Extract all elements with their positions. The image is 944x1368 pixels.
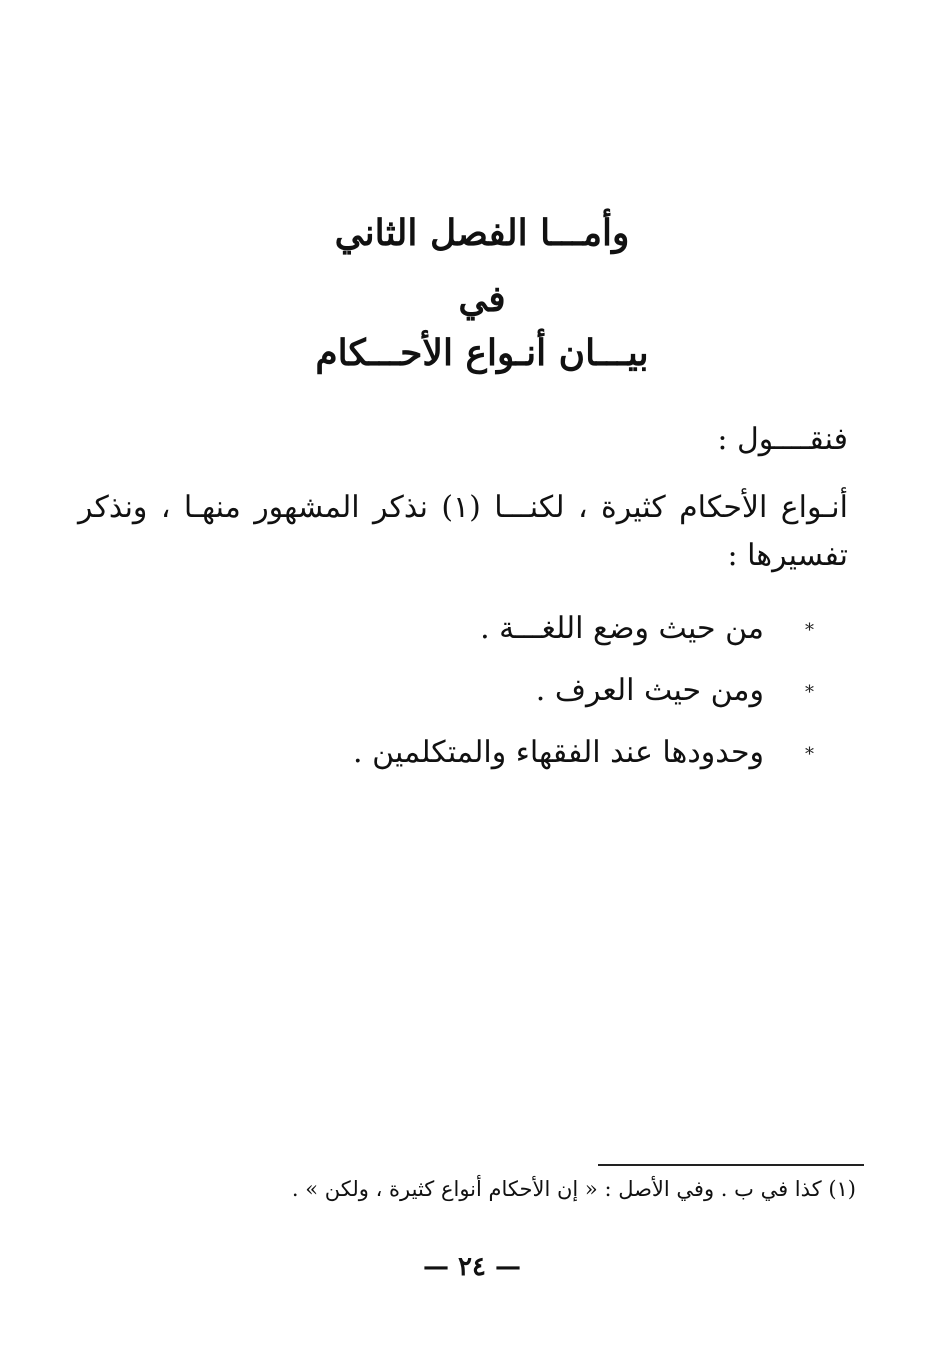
intro-text: فنقــــول : (717, 422, 848, 457)
list-item-text: من حيث وضع اللغـــة . (480, 611, 764, 646)
page-number: — ٢٤ — (422, 1252, 522, 1282)
list-item (353, 598, 814, 660)
bullet-list (353, 598, 814, 784)
list-item (353, 722, 814, 784)
asterisk-icon: * (805, 682, 814, 703)
body-paragraph: أنـواع الأحكام كثيرة ، لكنـــا (١) نذكر المشهور منهـا ، ونذكر تفسيرها : (78, 490, 848, 573)
list-item-text: ومن حيث العرف . (535, 673, 764, 708)
chapter-title-line-1: وأمـــا الفصل الثاني (334, 212, 630, 254)
list-item-text: وحدودها عند الفقهاء والمتكلمين . (353, 735, 764, 770)
asterisk-icon: * (805, 620, 814, 641)
footnote-divider (598, 1164, 864, 1166)
footnote: (١) كذا في ب . وفي الأصل : « إن الأحكام أنواع كثيرة ، ولكن » . (291, 1177, 856, 1201)
chapter-title-line-3: بيـــان أنـواع الأحـــكام (315, 332, 649, 374)
asterisk-icon: * (805, 744, 814, 765)
list-item (353, 660, 814, 722)
chapter-title-line-2: في (458, 278, 506, 320)
